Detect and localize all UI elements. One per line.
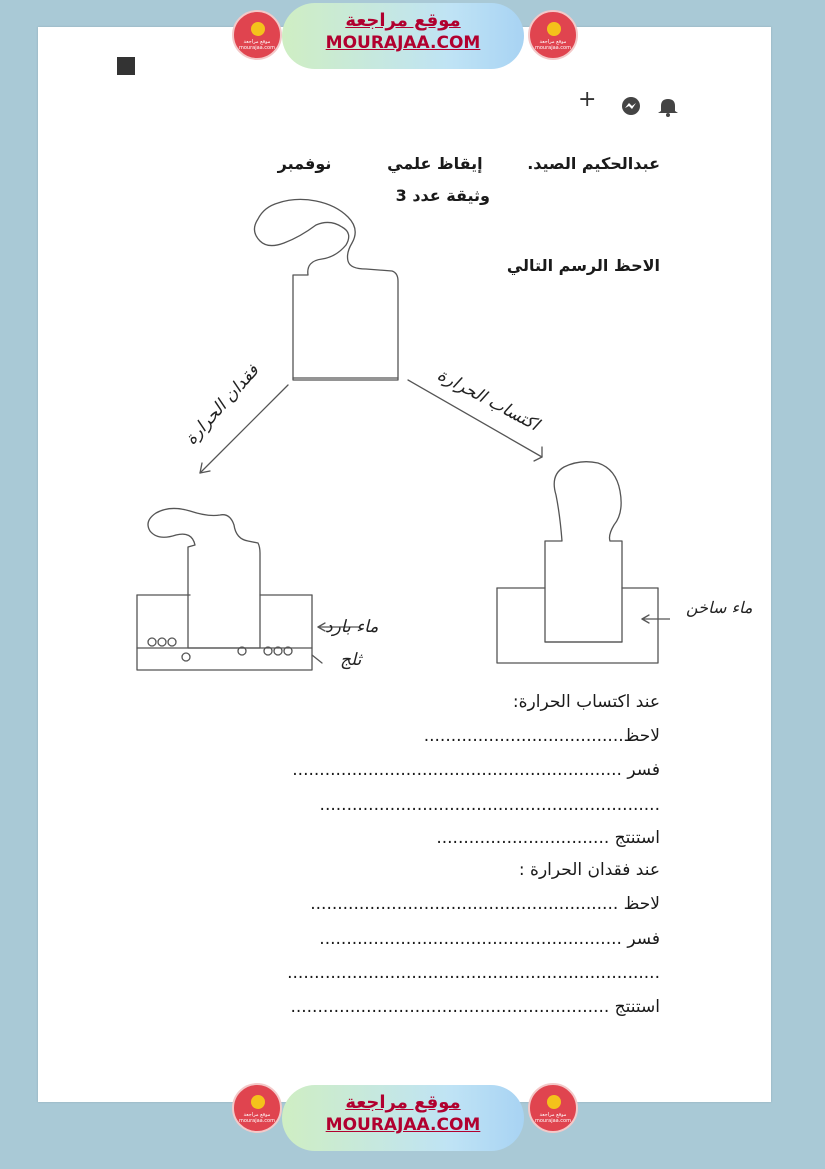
gain-heading: عند اكتساب الحرارة: bbox=[512, 692, 660, 712]
document-number: وثيقة عدد 3 bbox=[395, 186, 490, 205]
cold-water-container bbox=[137, 595, 312, 670]
label-heat-loss: فقدان الحرارة bbox=[181, 361, 264, 449]
logo-caption: موقع مراجعة mourajaa.com bbox=[534, 1112, 571, 1124]
heat-diagram bbox=[130, 195, 670, 685]
label-cold-water: ماء بارد bbox=[325, 617, 379, 637]
logo-caption: موقع مراجعة mourajaa.com bbox=[534, 39, 571, 51]
label-hot-water: ماء ساخن bbox=[686, 598, 753, 617]
site-name-arabic[interactable]: موقع مراجعة bbox=[345, 10, 461, 31]
left-thermometer bbox=[148, 508, 260, 648]
logo-caption: موقع مراجعة mourajaa.com bbox=[238, 1112, 275, 1124]
site-logo-right-bottom bbox=[528, 1083, 578, 1133]
header-line bbox=[277, 154, 660, 173]
logo-emblem-icon bbox=[251, 1095, 265, 1109]
site-logo-left-top bbox=[232, 10, 282, 60]
logo-emblem-icon bbox=[547, 1095, 561, 1109]
observe-line-2: لاحظ ......................................................... bbox=[310, 894, 660, 914]
explain-line-2: فسر ........................................................ bbox=[319, 929, 660, 949]
hot-water-container bbox=[497, 588, 658, 663]
plus-icon: + bbox=[578, 87, 597, 112]
observe-line-1: لاحظ..................................... bbox=[423, 726, 660, 746]
site-banner-top[interactable] bbox=[282, 3, 524, 69]
label-ice: ثلج bbox=[340, 650, 362, 670]
messenger-icon bbox=[622, 97, 640, 115]
site-name-english[interactable]: MOURAJAA.COM bbox=[325, 1115, 481, 1135]
site-logo-right-top bbox=[528, 10, 578, 60]
teacher-name: عبدالحكيم الصيد. bbox=[527, 154, 660, 173]
black-square-mark bbox=[117, 57, 135, 75]
explain-line-1: فسر ............................................................. bbox=[292, 760, 660, 780]
conclude-line-2: استنتج ........................................................... bbox=[290, 997, 660, 1017]
instruction: الاحظ الرسم التالي bbox=[506, 256, 660, 275]
loss-heading: عند فقدان الحرارة : bbox=[518, 860, 660, 880]
right-thermometer bbox=[545, 462, 622, 642]
explain-continuation-2: ..................................................................... bbox=[287, 963, 660, 983]
site-name-english[interactable]: MOURAJAA.COM bbox=[325, 33, 481, 53]
top-thermometer-bulb bbox=[254, 199, 398, 380]
site-name-arabic[interactable]: موقع مراجعة bbox=[345, 1092, 461, 1113]
month: نوفمبر bbox=[277, 154, 332, 173]
site-banner-bottom[interactable] bbox=[282, 1085, 524, 1151]
toolbar-icons bbox=[620, 95, 690, 117]
site-logo-left-bottom bbox=[232, 1083, 282, 1133]
explain-continuation-1: ............................................................... bbox=[319, 795, 660, 815]
logo-emblem-icon bbox=[251, 22, 265, 36]
conclude-line-1: استنتج ................................ bbox=[436, 828, 660, 848]
bell-icon bbox=[658, 99, 678, 117]
logo-emblem-icon bbox=[547, 22, 561, 36]
label-heat-gain: اكتساب الحرارة bbox=[433, 364, 542, 436]
ice-cubes bbox=[148, 638, 292, 661]
subject: إيقاظ علمي bbox=[387, 154, 483, 173]
logo-caption: موقع مراجعة mourajaa.com bbox=[238, 39, 275, 51]
